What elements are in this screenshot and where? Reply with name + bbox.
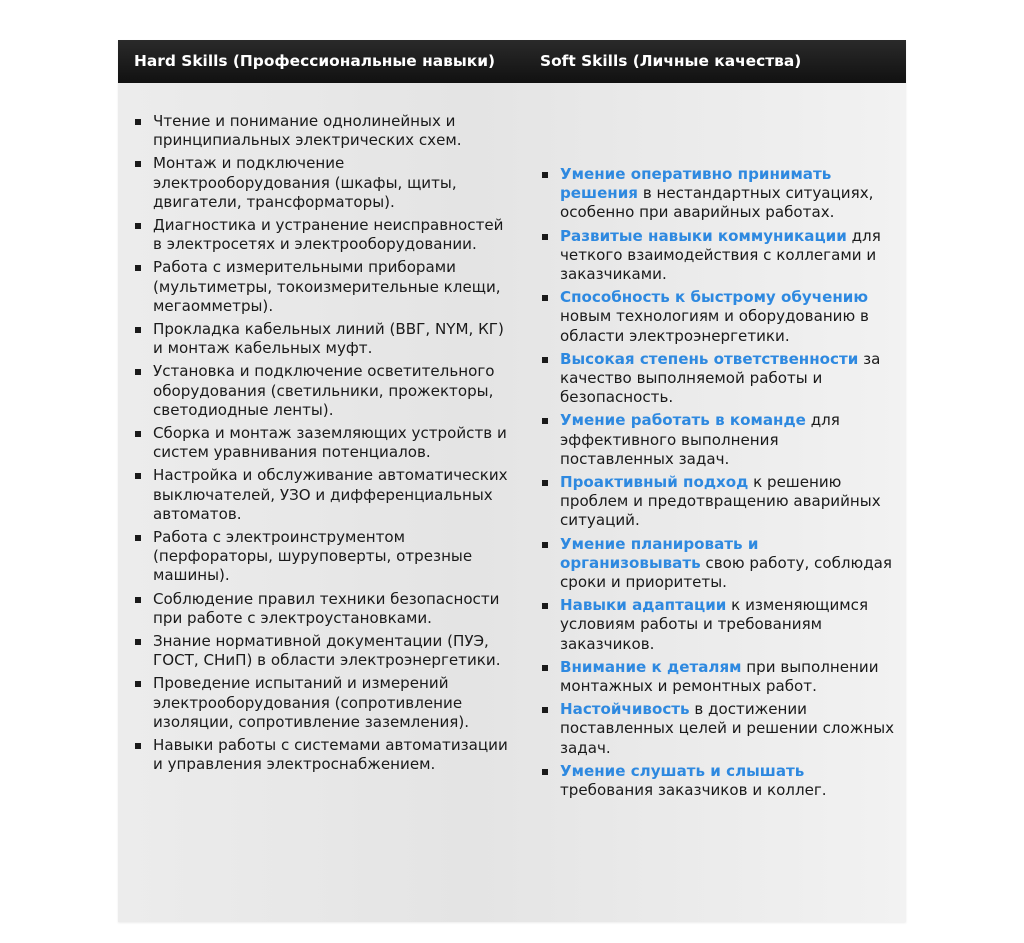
list-item bbox=[560, 473, 895, 531]
list-item: Работа с измерительными приборами (мультиметры, токоизмерительные клещи, мегаомметры). bbox=[153, 258, 513, 316]
list-item: Проведение испытаний и измерений электрооборудования (сопротивление изоляции, сопротивление заземления). bbox=[153, 674, 513, 732]
soft-skills-column bbox=[560, 165, 895, 804]
skill-description: в достижении поставленных целей и решении сложных задач. bbox=[560, 700, 895, 757]
list-item: Прокладка кабельных линий (ВВГ, NYM, КГ) и монтаж кабельных муфт. bbox=[153, 320, 513, 358]
skill-highlight: Умение оперативно принимать решения bbox=[560, 165, 832, 203]
list-item: Установка и подключение осветительного оборудования (светильники, прожекторы, светодиодные ленты). bbox=[153, 362, 513, 420]
skill-description: в нестандартных ситуациях, особенно при аварийных работах. bbox=[560, 184, 874, 222]
hard-skills-heading: Hard Skills (Профессиональные навыки) bbox=[134, 52, 496, 70]
skill-highlight: Умение планировать и организовывать bbox=[560, 534, 759, 572]
skill-highlight: Внимание к деталям bbox=[560, 657, 742, 676]
skill-highlight: Умение работать в команде bbox=[560, 411, 806, 430]
table-header bbox=[118, 40, 906, 83]
skill-description: при выполнении монтажных и ремонтных работ. bbox=[560, 657, 879, 696]
skill-description: за качество выполняемой работы и безопасность. bbox=[560, 349, 881, 407]
hard-skills-column bbox=[153, 112, 513, 779]
list-item: Чтение и понимание однолинейных и принципиальных электрических схем. bbox=[153, 112, 513, 150]
list-item: Монтаж и подключение электрооборудования (шкафы, щиты, двигатели, трансформаторы). bbox=[153, 154, 513, 212]
soft-skills-list bbox=[560, 165, 895, 800]
skills-table bbox=[118, 40, 906, 922]
soft-skills-heading: Soft Skills (Личные качества) bbox=[540, 52, 802, 70]
skill-description: свою работу, соблюдая сроки и приоритеты. bbox=[560, 553, 893, 592]
skill-highlight: Проактивный подход bbox=[560, 473, 749, 492]
list-item: Соблюдение правил техники безопасности при работе с электроустановками. bbox=[153, 590, 513, 628]
list-item bbox=[560, 411, 895, 469]
skill-highlight: Способность к быстрому обучению bbox=[560, 288, 869, 307]
list-item bbox=[560, 288, 895, 346]
list-item bbox=[560, 350, 895, 408]
list-item: Знание нормативной документации (ПУЭ, ГОСТ, СНиП) в области электроэнергетики. bbox=[153, 632, 513, 670]
list-item: Работа с электроинструментом (перфораторы, шуруповерты, отрезные машины). bbox=[153, 528, 513, 586]
list-item bbox=[560, 658, 895, 696]
skill-highlight: Настойчивость bbox=[560, 700, 690, 719]
list-item: Навыки работы с системами автоматизации и управления электроснабжением. bbox=[153, 736, 513, 774]
list-item: Сборка и монтаж заземляющих устройств и систем уравнивания потенциалов. bbox=[153, 424, 513, 462]
list-item bbox=[560, 596, 895, 654]
list-item: Настройка и обслуживание автоматических выключателей, УЗО и дифференциальных автоматов. bbox=[153, 466, 513, 524]
skill-highlight: Умение слушать и слышать bbox=[560, 761, 805, 780]
list-item bbox=[560, 535, 895, 593]
skill-highlight: Развитые навыки коммуникации bbox=[560, 226, 847, 245]
list-item: Диагностика и устранение неисправностей в электросетях и электрооборудовании. bbox=[153, 216, 513, 254]
hard-skills-list bbox=[153, 112, 513, 775]
skill-description: требования заказчиков и коллег. bbox=[560, 781, 827, 800]
list-item bbox=[560, 227, 895, 285]
skill-highlight: Навыки адаптации bbox=[560, 596, 727, 615]
skill-description: к решению проблем и предотвращению аварийных ситуаций. bbox=[560, 473, 881, 530]
skill-description: для четкого взаимодействия с коллегами и заказчиками. bbox=[560, 226, 881, 284]
skill-description: новым технологиям и оборудованию в области электроэнергетики. bbox=[560, 307, 869, 345]
skill-highlight: Высокая степень ответственности bbox=[560, 349, 859, 368]
list-item bbox=[560, 700, 895, 758]
skill-description: для эффективного выполнения поставленных задач. bbox=[560, 411, 840, 468]
list-item bbox=[560, 762, 895, 800]
list-item bbox=[560, 165, 895, 223]
skill-description: к изменяющимся условиям работы и требованиям заказчиков. bbox=[560, 596, 869, 653]
